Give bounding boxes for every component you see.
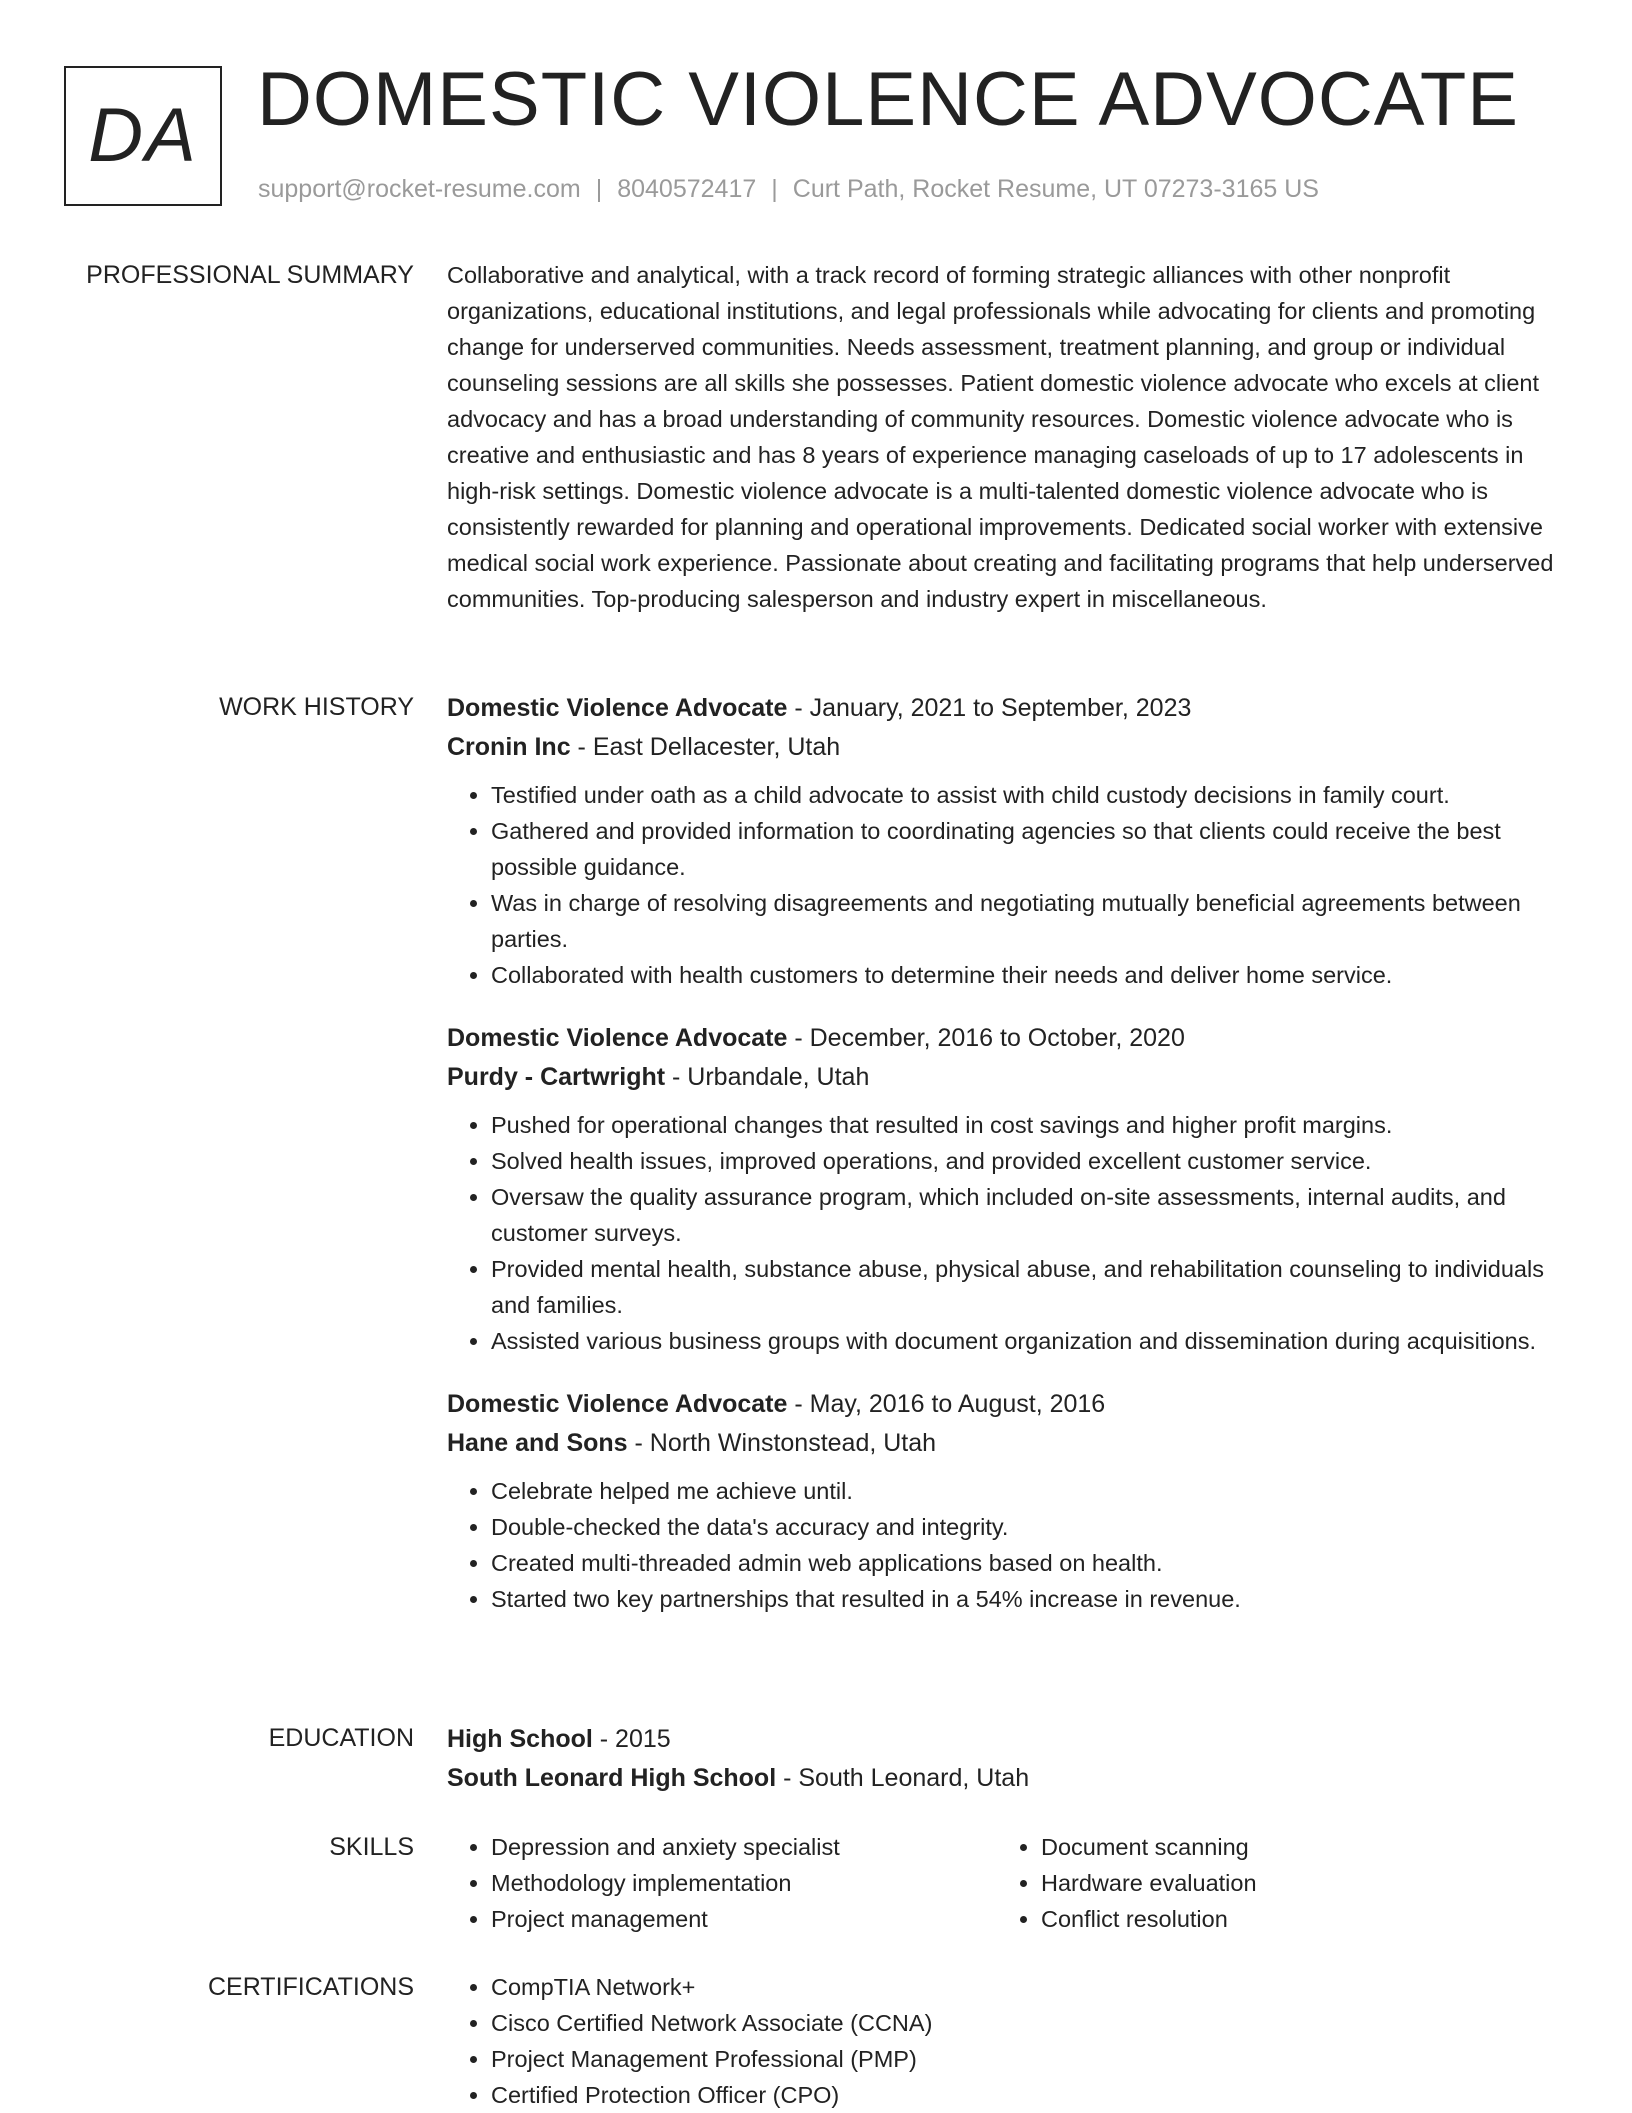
- job-company-line: [447, 1424, 1567, 1463]
- job-location: - East Dellacester, Utah: [570, 733, 841, 761]
- skills-column-right: [997, 1829, 1547, 1937]
- job-company-line: [447, 1058, 1567, 1097]
- job-title-line: [447, 1385, 1567, 1424]
- job-title-line: [447, 689, 1567, 728]
- job-bullet: • Testified under oath as a child advocate to assist with child custody decisions in family court.: [491, 777, 1567, 813]
- education-location: - South Leonard, Utah: [776, 1764, 1030, 1792]
- skill-item: • Project management: [491, 1901, 997, 1937]
- summary-text: Collaborative and analytical, with a track record of forming strategic alliances with other nonprofit organizations, educational institutions, and legal professionals while advocating for clients and promoting change for underserved communities. Needs assessment, treatment planning, and group or individual counseling sessions are all skills she possesses. Patient domestic violence advocate who excels at client advocacy and has a broad understanding of community resources. Domestic violence advocate who is creative and enthusiastic and has 8 years of experience managing caseloads of up to 17 adolescents in high-risk settings. Domestic violence advocate is a multi-talented domestic violence advocate who is consistently rewarded for planning and operational improvements. Dedicated social worker with extensive medical social work experience. Passionate about creating and facilitating programs that help underserved communities. Top-producing salesperson and industry expert in miscellaneous.: [447, 262, 1554, 612]
- job-bullet: • Provided mental health, substance abuse, physical abuse, and rehabilitation counseling to individuals and families.: [491, 1251, 1567, 1323]
- skill-item: • Conflict resolution: [1041, 1901, 1547, 1937]
- job-dates: - January, 2021 to September, 2023: [787, 694, 1192, 722]
- job-bullet: • Started two key partnerships that resulted in a 54% increase in revenue.: [491, 1581, 1567, 1617]
- skill-item: • Document scanning: [1041, 1829, 1547, 1865]
- education-body: [447, 1720, 1567, 1798]
- job-location: - North Winstonstead, Utah: [627, 1429, 937, 1457]
- monogram-initials: DA: [88, 93, 198, 178]
- certification-item: • Certified Protection Officer (CPO): [491, 2077, 1567, 2113]
- section-label-certifications: CERTIFICATIONS: [207, 1973, 414, 2001]
- contact-separator: |: [595, 175, 603, 203]
- job-bullets: [447, 1473, 1567, 1617]
- certification-item: • Cisco Certified Network Associate (CCNA): [491, 2005, 1567, 2041]
- skill-item: • Methodology implementation: [491, 1865, 997, 1901]
- education-degree-line: [447, 1720, 1567, 1759]
- certifications-body: [447, 1969, 1567, 2113]
- contact-line: [258, 174, 1319, 204]
- job-company: Cronin Inc: [447, 733, 571, 761]
- education-school: South Leonard High School: [447, 1764, 777, 1792]
- job-title-line: [447, 1019, 1567, 1058]
- education-degree: High School: [447, 1725, 593, 1753]
- summary-body: [447, 257, 1567, 617]
- certifications-list: [447, 1969, 1567, 2113]
- job-company: Hane and Sons: [447, 1429, 628, 1457]
- job-dates: - December, 2016 to October, 2020: [787, 1024, 1185, 1052]
- job-bullets: [447, 777, 1567, 993]
- job-bullet: • Solved health issues, improved operations, and provided excellent customer service.: [491, 1143, 1567, 1179]
- skill-item: • Hardware evaluation: [1041, 1865, 1547, 1901]
- skills-column-left: [447, 1829, 997, 1937]
- skills-list: [997, 1829, 1547, 1937]
- job-bullet: • Gathered and provided information to coordinating agencies so that clients could receive the best possible guidance.: [491, 813, 1567, 885]
- education-school-line: [447, 1759, 1567, 1798]
- job-company: Purdy - Cartwright: [447, 1063, 666, 1091]
- education-year: - 2015: [592, 1725, 671, 1753]
- job-bullet: • Pushed for operational changes that resulted in cost savings and higher profit margins.: [491, 1107, 1567, 1143]
- monogram-box: [64, 66, 222, 206]
- skill-item: • Depression and anxiety specialist: [491, 1829, 997, 1865]
- job-company-line: [447, 728, 1567, 767]
- job-entry: [447, 1385, 1567, 1617]
- job-bullets: [447, 1107, 1567, 1359]
- skills-body: [447, 1829, 1567, 1937]
- job-bullet: • Celebrate helped me achieve until.: [491, 1473, 1567, 1509]
- section-label-education: EDUCATION: [268, 1724, 414, 1752]
- job-location: - Urbandale, Utah: [665, 1063, 870, 1091]
- work-history-body: [447, 689, 1567, 1643]
- contact-email[interactable]: support@rocket-resume.com: [258, 175, 581, 203]
- job-bullet: • Oversaw the quality assurance program, which included on-site assessments, internal audits, and customer surveys.: [491, 1179, 1567, 1251]
- job-title: Domestic Violence Advocate: [447, 694, 788, 722]
- job-bullet: • Created multi-threaded admin web applications based on health.: [491, 1545, 1567, 1581]
- job-dates: - May, 2016 to August, 2016: [787, 1390, 1106, 1418]
- job-bullet: • Was in charge of resolving disagreements and negotiating mutually beneficial agreements between parties.: [491, 885, 1567, 957]
- job-entry: [447, 1019, 1567, 1359]
- contact-address: Curt Path, Rocket Resume, UT 07273-3165 US: [792, 175, 1319, 203]
- section-label-skills: SKILLS: [329, 1833, 414, 1861]
- certification-item: • Project Management Professional (PMP): [491, 2041, 1567, 2077]
- job-entry: [447, 689, 1567, 993]
- contact-separator: |: [771, 175, 778, 203]
- job-title: Domestic Violence Advocate: [447, 1024, 788, 1052]
- job-bullet: • Assisted various business groups with document organization and dissemination during acquisitions.: [491, 1323, 1567, 1359]
- certification-item: • CompTIA Network+: [491, 1969, 1567, 2005]
- job-bullet: • Double-checked the data's accuracy and integrity.: [491, 1509, 1567, 1545]
- section-label-summary: PROFESSIONAL SUMMARY: [86, 261, 414, 289]
- skills-list: [447, 1829, 997, 1937]
- section-label-work-history: WORK HISTORY: [219, 693, 414, 721]
- contact-phone[interactable]: 8040572417: [617, 175, 757, 203]
- job-bullet: • Collaborated with health customers to determine their needs and deliver home service.: [491, 957, 1567, 993]
- resume-title: DOMESTIC VIOLENCE ADVOCATE: [257, 57, 1519, 142]
- job-title: Domestic Violence Advocate: [447, 1390, 788, 1418]
- skills-columns: [447, 1829, 1547, 1937]
